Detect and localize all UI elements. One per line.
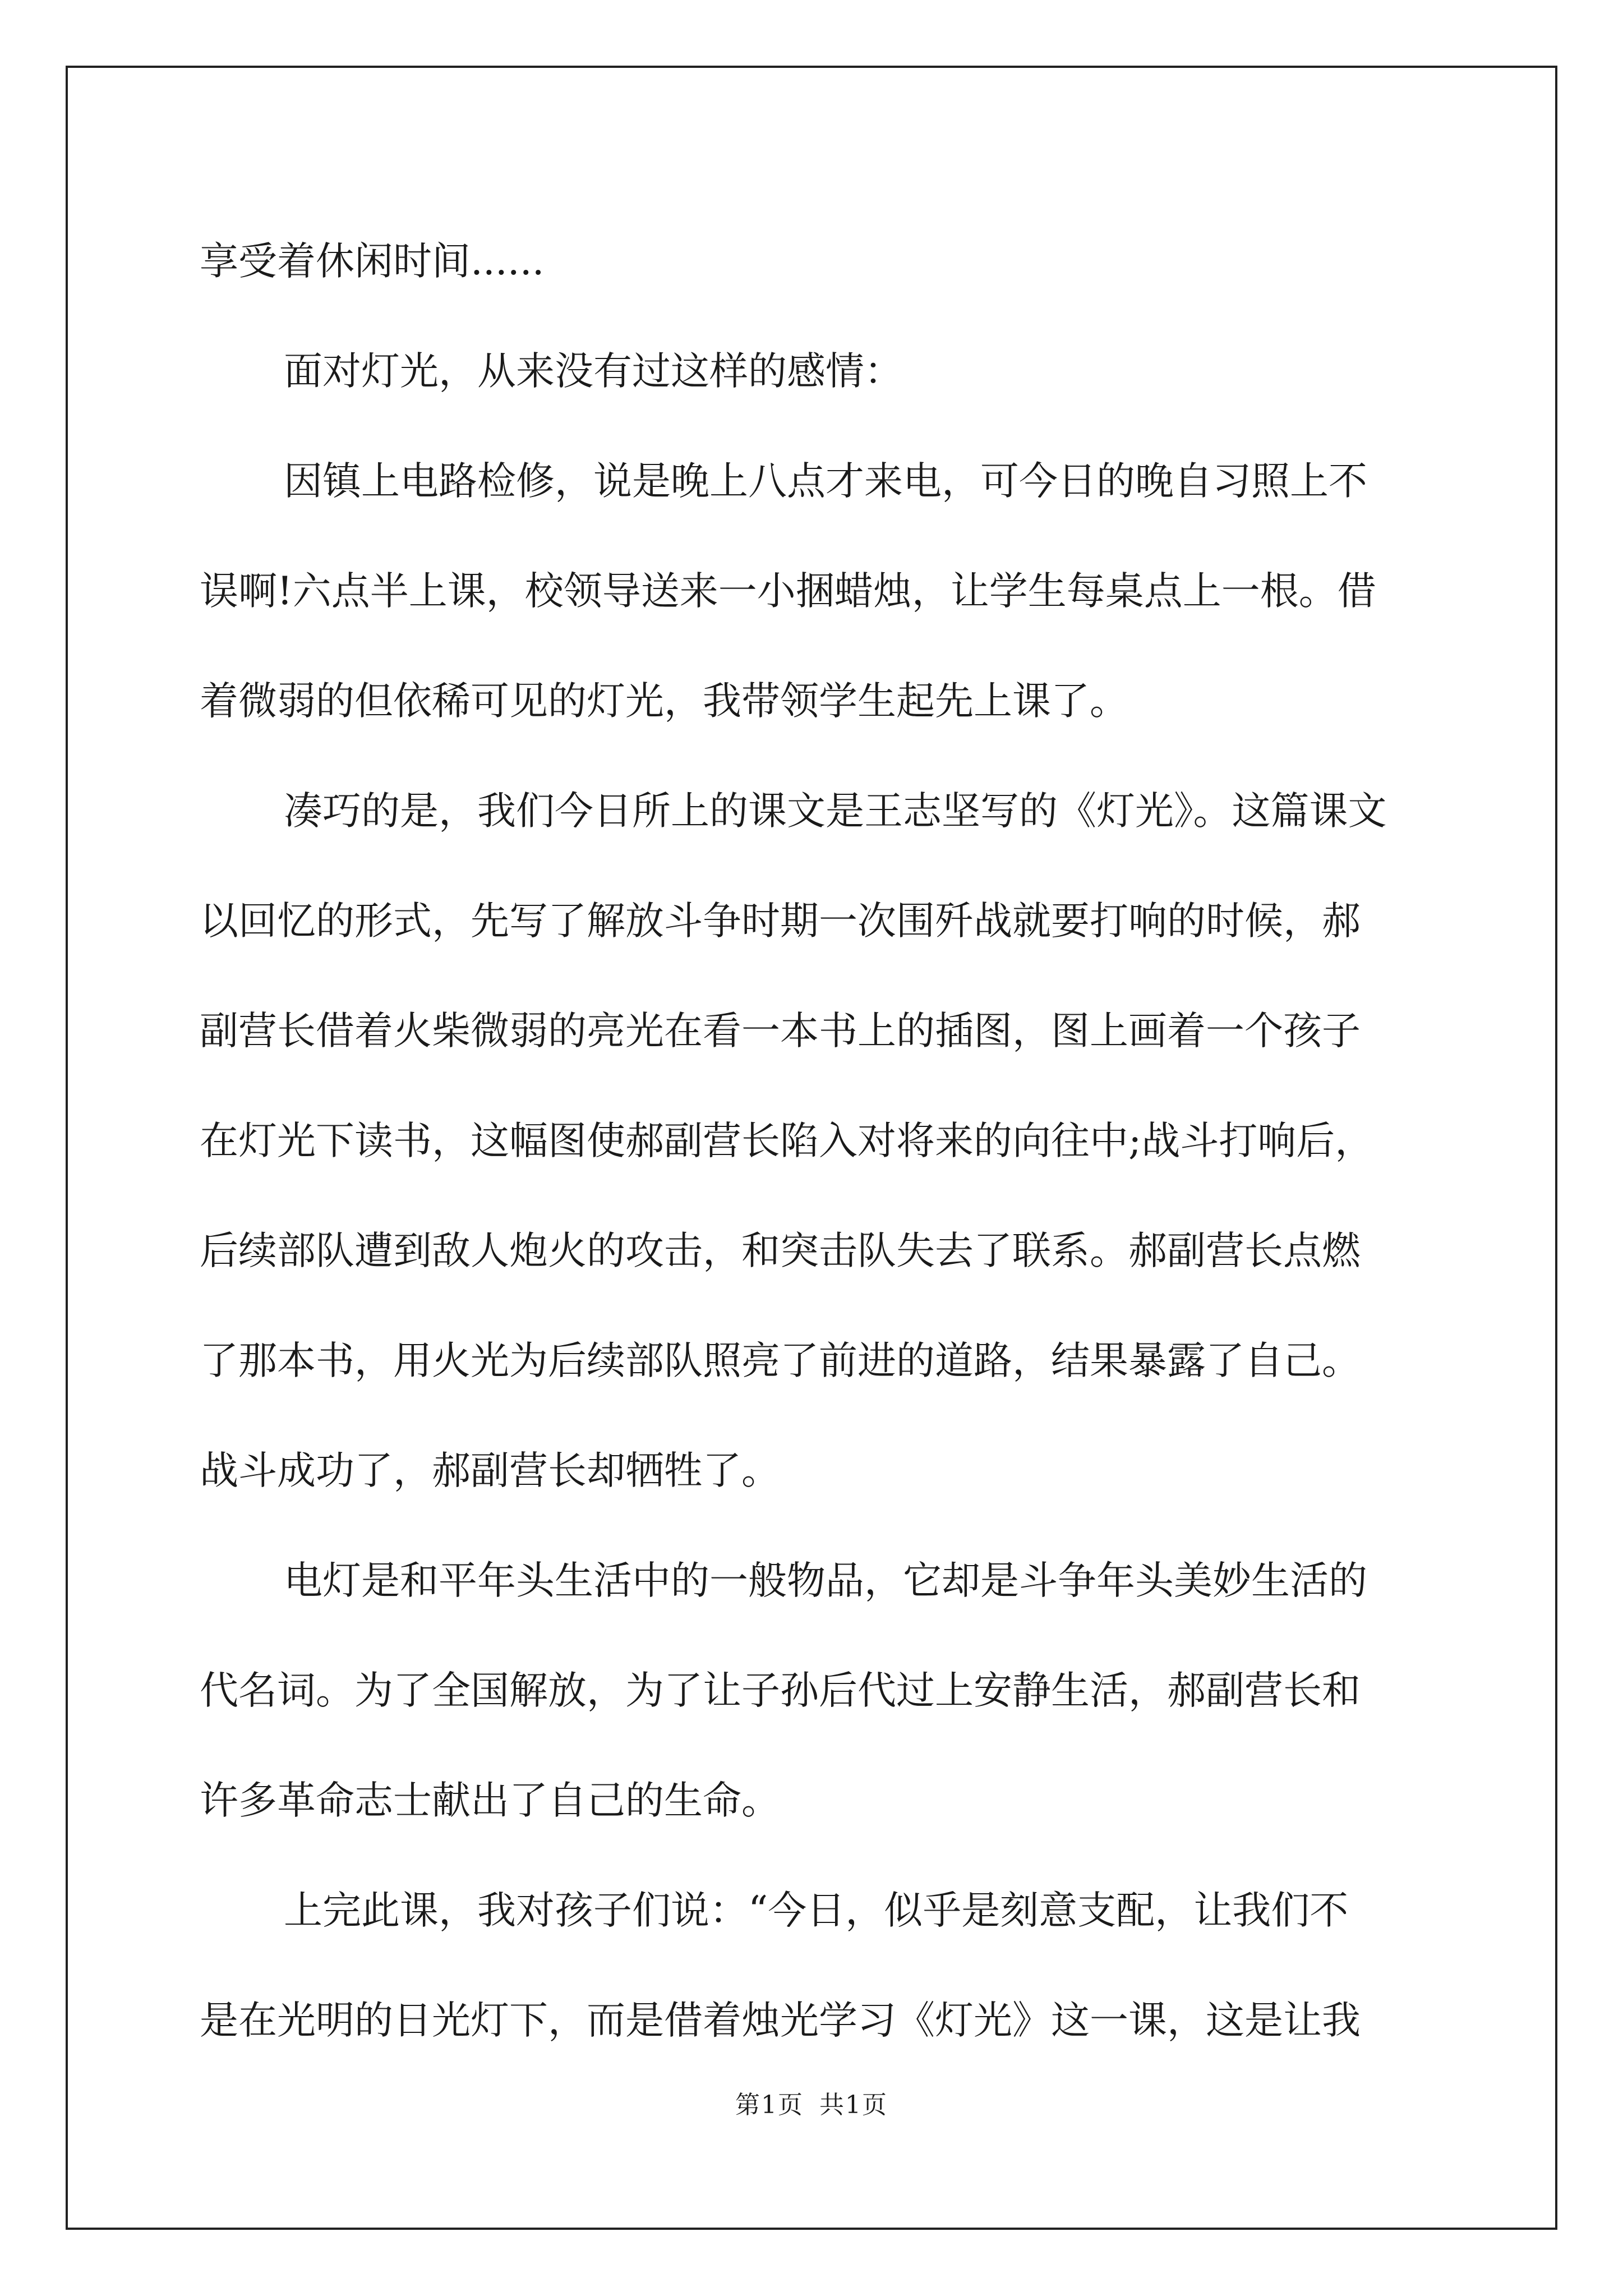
text-line: 享受着休闲时间...... (200, 239, 545, 284)
text-line: 凑巧的是，我们今日所上的课文是王志坚写的《灯光》。这篇课文 (284, 789, 1387, 834)
text-line: 因镇上电路检修，说是晚上八点才来电，可今日的晚自习照上不 (284, 459, 1367, 504)
text-line: 是在光明的日光灯下，而是借着烛光学习《灯光》这一课，这是让我 (200, 1998, 1361, 2043)
page-footer (0, 2085, 1623, 2120)
text-line: 着微弱的但依稀可见的灯光，我带领学生起先上课了。 (200, 679, 1128, 724)
text-line: 以回忆的形式，先写了解放斗争时期一次围歼战就要打响的时候，郝 (200, 899, 1361, 944)
text-line: 了那本书，用火光为后续部队照亮了前进的道路，结果暴露了自己。 (200, 1338, 1361, 1383)
text-line: 在灯光下读书，这幅图使郝副营长陷入对将来的向往中;战斗打响后， (200, 1119, 1374, 1163)
text-line: 后续部队遭到敌人炮火的攻击，和突击队失去了联系。郝副营长点燃 (200, 1228, 1361, 1273)
text-line: 误啊!六点半上课，校领导送来一小捆蜡烛，让学生每桌点上一根。借 (200, 569, 1376, 614)
text-line: 许多革命志士献出了自己的生命。 (200, 1778, 780, 1823)
text-line: 副营长借着火柴微弱的亮光在看一本书上的插图，图上画着一个孩子 (200, 1009, 1361, 1053)
text-line: 战斗成功了，郝副营长却牺牲了。 (200, 1448, 780, 1493)
text-line: 面对灯光，从来没有过这样的感情： (284, 349, 903, 394)
text-line: 代名词。为了全国解放，为了让子孙后代过上安静生活，郝副营长和 (200, 1668, 1361, 1713)
text-line: 电灯是和平年头生活中的一般物品，它却是斗争年头美妙生活的 (284, 1558, 1367, 1603)
document-body (200, 206, 1433, 2076)
page-number-total: 共1页 (819, 2091, 888, 2119)
text-line: 上完此课，我对孩子们说：“今日，似乎是刻意支配，让我们不 (284, 1888, 1349, 1933)
page-number-current: 第1页 (735, 2091, 804, 2119)
